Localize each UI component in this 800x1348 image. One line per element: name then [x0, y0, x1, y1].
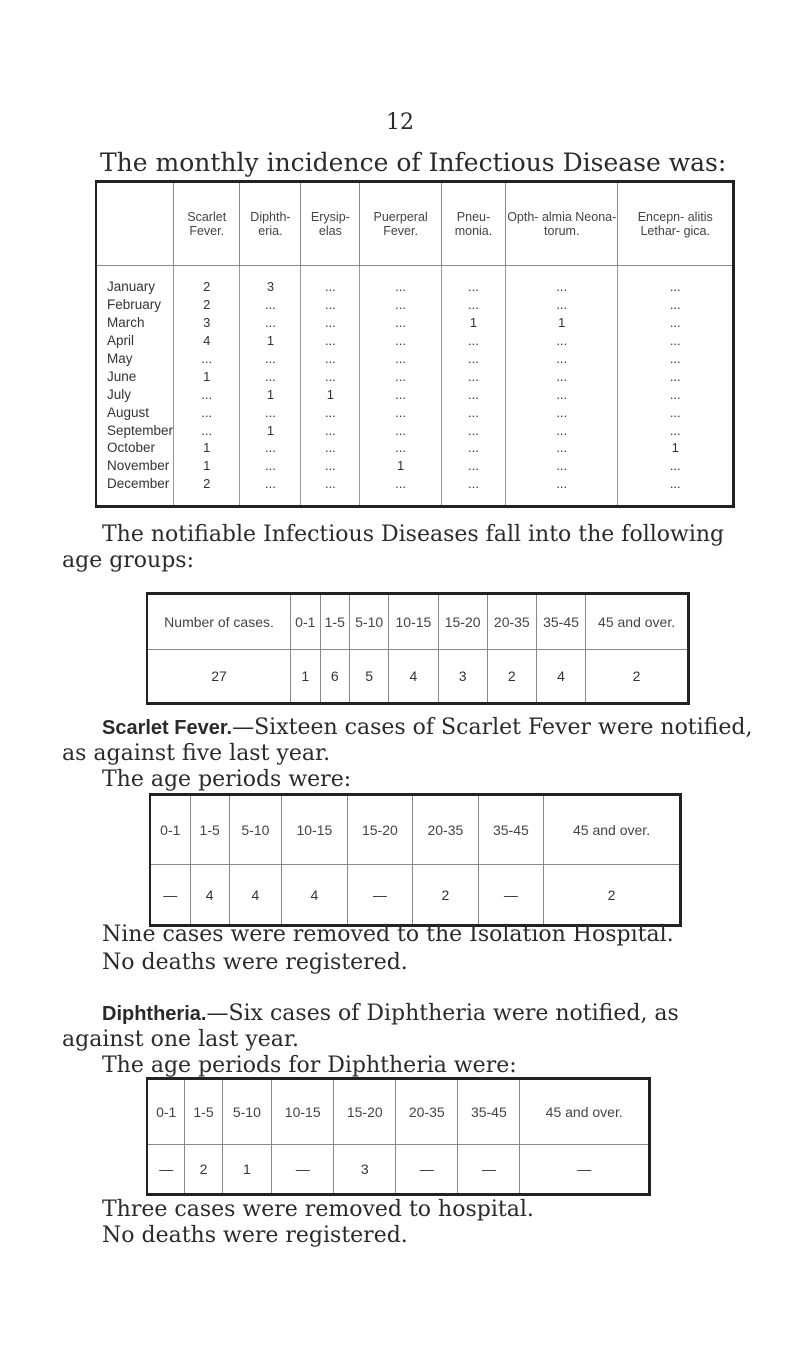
table-cell: ... — [360, 421, 442, 439]
page-title: The monthly incidence of Infectious Disease was: — [100, 148, 727, 177]
table-cell: 2 — [487, 650, 536, 704]
table-row — [96, 350, 734, 368]
column-header: 20-35 — [413, 795, 479, 865]
scarlet-notes — [62, 921, 762, 977]
diphtheria-note-1: Three cases were removed to hospital. — [102, 1197, 534, 1222]
table-cell: 1 — [291, 650, 320, 704]
column-header: 20-35 — [396, 1079, 458, 1145]
column-header: 0-1 — [150, 795, 190, 865]
table-cell: ... — [618, 457, 734, 475]
table-cell: 2 — [185, 1145, 222, 1195]
table-cell: 1 — [240, 385, 301, 403]
month-cell: July — [107, 386, 132, 402]
age-groups-table — [146, 592, 690, 705]
table-cell: ... — [360, 439, 442, 457]
column-header: Number of cases. — [147, 594, 291, 650]
month-cell: April — [107, 333, 135, 349]
table-cell: — — [478, 865, 544, 926]
table-cell: ... — [506, 296, 618, 314]
table-cell: 1 — [618, 439, 734, 457]
table-cell: ... — [441, 457, 505, 475]
table-cell: ... — [174, 421, 240, 439]
scarlet-age-table — [149, 793, 682, 927]
table-cell: 1 — [222, 1145, 272, 1195]
table-row — [96, 457, 734, 475]
column-header: 10-15 — [389, 594, 438, 650]
table-cell: 1 — [174, 367, 240, 385]
table-cell: — — [458, 1145, 520, 1195]
table-cell: 4 — [282, 865, 348, 926]
table-cell: ... — [441, 332, 505, 350]
table-cell: — — [396, 1145, 458, 1195]
table-cell: ... — [360, 350, 442, 368]
table-cell: ... — [240, 314, 301, 332]
table-row — [96, 421, 734, 439]
table-cell: ... — [506, 385, 618, 403]
table-cell: 1 — [240, 421, 301, 439]
month-cell: May — [107, 351, 133, 366]
scarlet-heading: Scarlet Fever. — [102, 717, 233, 739]
table-cell: 3 — [438, 650, 487, 704]
month-cell: October — [107, 440, 156, 456]
table-cell: ... — [441, 439, 505, 457]
monthly-incidence-table — [95, 180, 735, 508]
table-cell: ... — [618, 475, 734, 506]
table-cell: — — [163, 886, 178, 903]
table-cell: ... — [301, 350, 360, 368]
table-cell: ... — [506, 421, 618, 439]
table-cell: 3 — [174, 314, 240, 332]
diphtheria-age-intro: The age periods for Diphtheria were: — [102, 1053, 517, 1078]
table-header-row — [147, 594, 689, 650]
table-cell: ... — [301, 367, 360, 385]
table-cell: ... — [174, 350, 240, 368]
header-cell-blank — [96, 182, 174, 266]
table-cell: 2 — [586, 650, 689, 704]
table-row — [96, 475, 734, 506]
column-header: 5-10 — [229, 795, 281, 865]
table-cell: 1 — [301, 385, 360, 403]
diphtheria-age-table — [146, 1077, 651, 1196]
column-header: 35-45 — [478, 795, 544, 865]
column-header: 15-20 — [438, 594, 487, 650]
table-row — [96, 367, 734, 385]
table-cell: 27 — [211, 668, 227, 684]
table-cell: ... — [618, 332, 734, 350]
table-cell: ... — [506, 403, 618, 421]
notifiable-intro — [62, 522, 762, 574]
table-header-row — [147, 1079, 650, 1145]
table-cell: 6 — [320, 650, 349, 704]
table-cell: ... — [618, 350, 734, 368]
column-header: Erysip- elas — [301, 182, 360, 266]
table-cell: ... — [301, 439, 360, 457]
column-header: Diphth- eria. — [240, 182, 301, 266]
table-cell: ... — [441, 385, 505, 403]
table-cell: ... — [506, 332, 618, 350]
table-cell: ... — [618, 314, 734, 332]
table-cell: ... — [618, 403, 734, 421]
diphtheria-paragraph — [62, 1001, 762, 1079]
table-cell: ... — [506, 350, 618, 368]
column-header: 45 and over. — [586, 594, 689, 650]
table-cell: 5 — [349, 650, 388, 704]
table-cell: ... — [618, 367, 734, 385]
column-header: 10-15 — [282, 795, 348, 865]
table-cell: ... — [441, 475, 505, 506]
table-cell: — — [272, 1145, 334, 1195]
table-cell: ... — [240, 403, 301, 421]
table-cell: — — [520, 1145, 650, 1195]
column-header: 10-15 — [272, 1079, 334, 1145]
column-header: 5-10 — [222, 1079, 272, 1145]
table-cell: 3 — [334, 1145, 396, 1195]
table-cell: ... — [618, 421, 734, 439]
table-cell: 2 — [174, 296, 240, 314]
table-cell: ... — [506, 457, 618, 475]
diphtheria-text: —Six cases of Diphtheria were notified, as against one last year. — [62, 1001, 679, 1052]
month-cell: January — [107, 279, 156, 295]
table-cell: ... — [174, 385, 240, 403]
table-cell: ... — [441, 350, 505, 368]
table-cell: 1 — [240, 332, 301, 350]
table-header-row — [96, 182, 734, 266]
column-header: 0-1 — [147, 1079, 185, 1145]
table-cell: ... — [301, 457, 360, 475]
column-header: 15-20 — [347, 795, 413, 865]
table-cell: 4 — [190, 865, 229, 926]
diphtheria-note-2: No deaths were registered. — [102, 1223, 408, 1248]
table-cell: ... — [240, 350, 301, 368]
month-cell: February — [107, 297, 162, 313]
month-cell: March — [107, 315, 145, 331]
scarlet-text: —Sixteen cases of Scarlet Fever were notified, as against five last year. — [62, 715, 753, 766]
column-header: 15-20 — [334, 1079, 396, 1145]
table-row — [96, 403, 734, 421]
table-cell: ... — [618, 266, 734, 296]
table-cell: 2 — [413, 865, 479, 926]
table-cell: ... — [441, 403, 505, 421]
table-cell: ... — [301, 314, 360, 332]
table-row — [96, 385, 734, 403]
scarlet-note-1: Nine cases were removed to the Isolation Hospital. — [102, 922, 674, 947]
table-cell: ... — [240, 475, 301, 506]
table-cell: 1 — [174, 457, 240, 475]
scarlet-paragraph — [62, 715, 762, 793]
table-cell: ... — [506, 439, 618, 457]
column-header: 20-35 — [487, 594, 536, 650]
column-header: 0-1 — [291, 594, 320, 650]
table-cell: ... — [301, 403, 360, 421]
column-header: Puerperal Fever. — [360, 182, 442, 266]
month-cell: June — [107, 368, 137, 384]
month-cell: September — [107, 422, 174, 438]
column-header: 5-10 — [349, 594, 388, 650]
table-cell: 3 — [240, 266, 301, 296]
column-header: Scarlet Fever. — [174, 182, 240, 266]
table-cell: ... — [240, 457, 301, 475]
table-row — [96, 296, 734, 314]
table-cell: ... — [360, 266, 442, 296]
table-cell: ... — [360, 367, 442, 385]
table-cell: ... — [618, 296, 734, 314]
scarlet-note-2: No deaths were registered. — [102, 950, 408, 975]
column-header: 45 and over. — [544, 795, 681, 865]
table-cell: ... — [360, 314, 442, 332]
table-cell: ... — [506, 475, 618, 506]
notifiable-intro-text: The notifiable Infectious Diseases fall into the following age groups: — [62, 522, 725, 573]
table-cell: ... — [360, 296, 442, 314]
table-cell: ... — [618, 385, 734, 403]
column-header: Pneu- monia. — [441, 182, 505, 266]
table-cell: ... — [301, 332, 360, 350]
table-cell: ... — [441, 296, 505, 314]
month-cell: December — [107, 476, 170, 492]
table-cell: — — [159, 1161, 174, 1177]
table-row — [147, 650, 689, 704]
table-row — [147, 1145, 650, 1195]
table-cell: ... — [301, 475, 360, 506]
table-cell: 1 — [441, 314, 505, 332]
table-row — [96, 332, 734, 350]
table-cell: 4 — [536, 650, 585, 704]
table-cell: 4 — [389, 650, 438, 704]
table-row — [150, 865, 681, 926]
table-cell: ... — [301, 421, 360, 439]
table-cell: 4 — [174, 332, 240, 350]
table-cell: ... — [360, 403, 442, 421]
table-cell: 2 — [174, 475, 240, 506]
scarlet-age-intro: The age periods were: — [102, 767, 352, 792]
column-header: 35-45 — [458, 1079, 520, 1145]
table-cell: ... — [506, 367, 618, 385]
month-cell: November — [107, 458, 170, 474]
table-row — [96, 439, 734, 457]
table-cell: ... — [301, 296, 360, 314]
table-cell: 1 — [506, 314, 618, 332]
table-cell: — — [347, 865, 413, 926]
column-header: Encepn- alitis Lethar- gica. — [618, 182, 734, 266]
table-cell: ... — [301, 266, 360, 296]
table-cell: ... — [360, 475, 442, 506]
table-cell: ... — [441, 367, 505, 385]
column-header: Opth- almia Neona- torum. — [506, 182, 618, 266]
table-cell: 4 — [229, 865, 281, 926]
page-number: 12 — [386, 110, 414, 135]
table-cell: 1 — [360, 457, 442, 475]
column-header: 1-5 — [190, 795, 229, 865]
table-cell: 2 — [544, 865, 681, 926]
diphtheria-notes — [62, 1197, 762, 1249]
table-cell: 1 — [174, 439, 240, 457]
table-cell: ... — [506, 266, 618, 296]
table-row — [96, 266, 734, 296]
table-header-row — [150, 795, 681, 865]
table-cell: ... — [360, 332, 442, 350]
table-cell: ... — [360, 385, 442, 403]
month-cell: August — [107, 404, 150, 420]
column-header: 35-45 — [536, 594, 585, 650]
column-header: 1-5 — [320, 594, 349, 650]
column-header: 1-5 — [185, 1079, 222, 1145]
table-row — [96, 314, 734, 332]
table-cell: ... — [240, 367, 301, 385]
table-cell: 2 — [174, 266, 240, 296]
table-cell: ... — [240, 296, 301, 314]
diphtheria-heading: Diphtheria. — [102, 1003, 207, 1025]
table-cell: ... — [240, 439, 301, 457]
column-header: 45 and over. — [520, 1079, 650, 1145]
table-cell: ... — [441, 266, 505, 296]
table-cell: ... — [174, 403, 240, 421]
table-cell: ... — [441, 421, 505, 439]
